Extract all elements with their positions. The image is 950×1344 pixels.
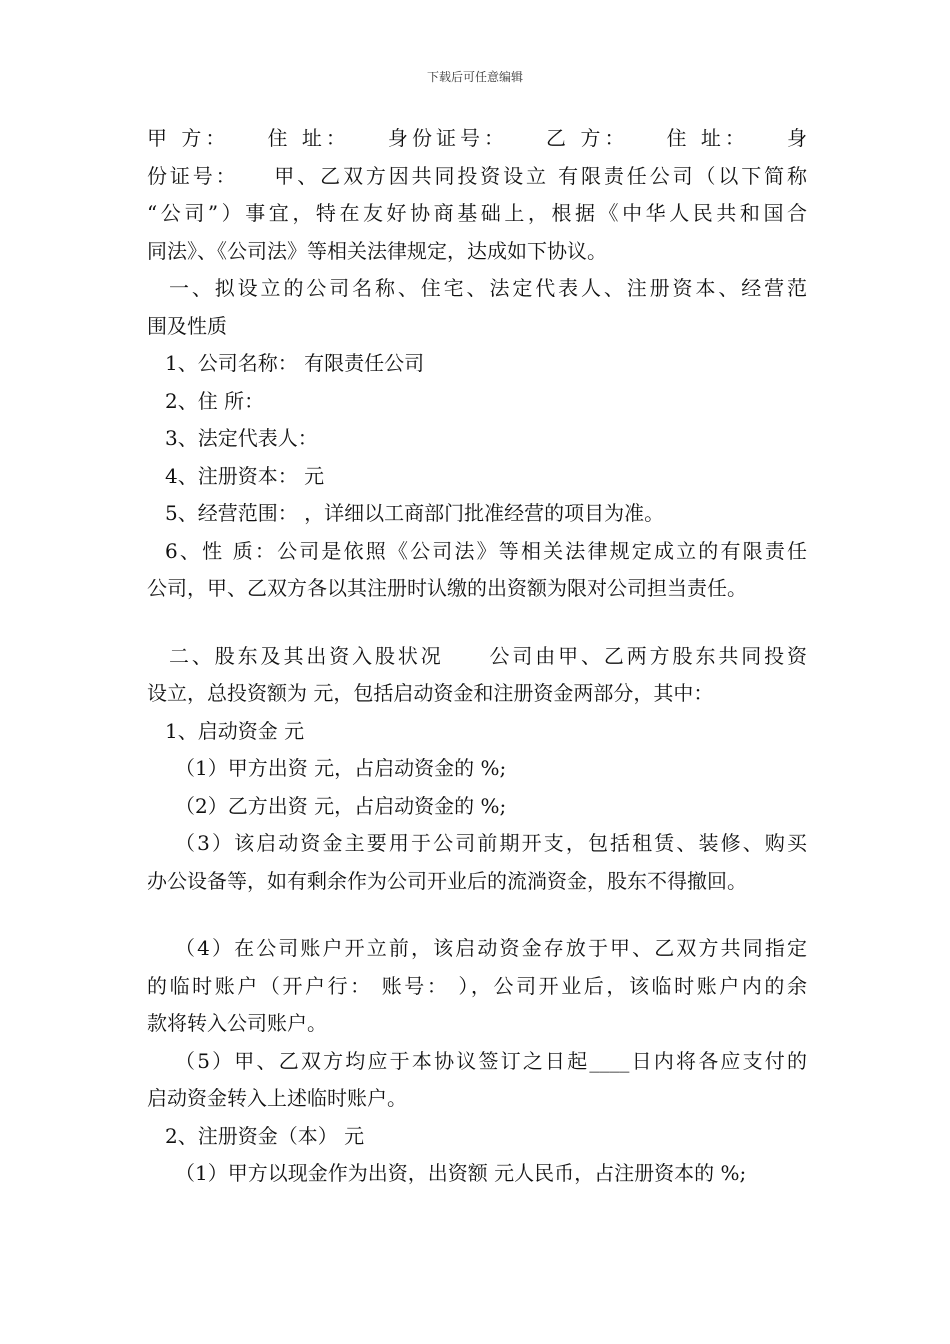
list-item: 公司，甲、乙双方各以其注册时认缴的出资额为限对公司担当责任。: [147, 576, 747, 600]
list-item: 2、注册资金（本） 元: [165, 1123, 365, 1148]
spacer: [147, 900, 807, 930]
paragraph-line: 同法》、《公司法》等相关法律规定，达成如下协议。: [147, 238, 607, 263]
list-item: 4、注册资本： 元: [165, 463, 325, 488]
document-body: [147, 120, 807, 1193]
list-item: 3、法定代表人：: [165, 426, 318, 450]
list-item: （1）甲方出资 元，占启动资金的 %;: [175, 756, 507, 780]
paragraph-line: 的临时账户（开户行： 账号： ），公司开业后，该临时账户内的余: [147, 973, 807, 998]
section-title: 围及性质: [147, 313, 227, 338]
paragraph-line: 启动资金转入上述临时账户。: [147, 1086, 407, 1110]
list-item: 5、经营范围： ，详细以工商部门批准经营的项目为准。: [165, 501, 665, 525]
paragraph-line: 份证号： 甲、乙双方因共同投资设立 有限责任公司（以下简称: [147, 163, 807, 188]
section-title: 二、股东及其出资入股状况 公司由甲、乙两方股东共同投资: [169, 643, 807, 668]
paragraph-line: “公司”）事宜，特在友好协商基础上，根据《中华人民共和国合: [147, 201, 807, 225]
list-item: 2、住 所：: [165, 388, 265, 413]
list-item: （3）该启动资金主要用于公司前期开支，包括租赁、装修、购买: [175, 831, 807, 855]
list-item: （4）在公司账户开立前，该启动资金存放于甲、乙双方共同指定: [175, 936, 807, 960]
list-item: （1）甲方以现金作为出资，出资额 元人民币，占注册资本的 %;: [175, 1161, 747, 1185]
paragraph-line: 甲 方： 住 址： 身份证号： 乙 方： 住 址： 身: [147, 126, 807, 150]
paragraph-line: 办公设备等，如有剩余作为公司开业后的流淌资金，股东不得撤回。: [147, 868, 747, 893]
paragraph-line: 设立，总投资额为 元，包括启动资金和注册资金两部分，其中：: [147, 681, 714, 705]
paragraph-line: 款将转入公司账户。: [147, 1011, 327, 1035]
spacer: [147, 608, 807, 638]
list-item: 6、性 质：公司是依照《公司法》等相关法律规定成立的有限责任: [165, 538, 807, 563]
list-item: 1、公司名称： 有限责任公司: [165, 351, 425, 375]
list-item: （2）乙方出资 元，占启动资金的 %;: [175, 793, 507, 818]
section-title: 一、拟设立的公司名称、住宅、法定代表人、注册资本、经营范: [169, 276, 807, 300]
list-item: 1、启动资金 元: [165, 718, 305, 743]
list-item: （5）甲、乙双方均应于本协议签订之日起____日内将各应支付的: [175, 1048, 807, 1073]
page-header: 下载后可任意编辑: [426, 70, 523, 84]
